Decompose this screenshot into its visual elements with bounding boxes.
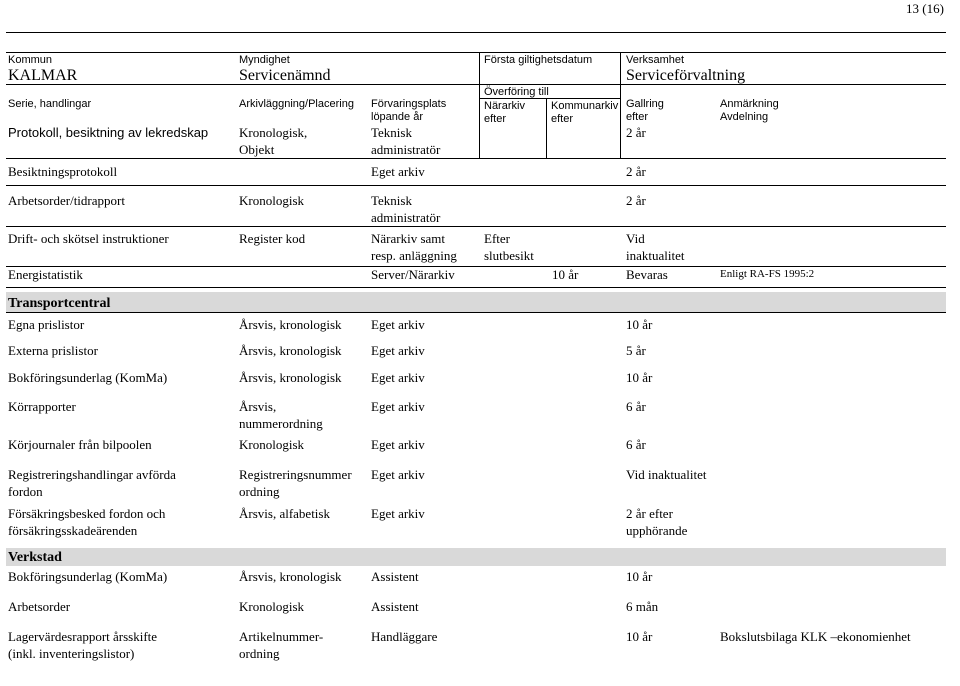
list-item-forvaring: Eget arkiv (371, 370, 425, 385)
row-rule-2 (6, 185, 946, 186)
serie-label: Serie, handlingar (8, 98, 92, 110)
list-item-gallring: 6 mån (626, 599, 659, 614)
nararkiv-label: Närarkiv efter (484, 100, 525, 125)
list-item-arkiv: Årsvis, kronologisk (239, 370, 342, 385)
kommunarkiv-label: Kommunarkiv efter (551, 100, 619, 125)
transport-heading: Transportcentral (8, 296, 111, 311)
list-item-forvaring: Eget arkiv (371, 399, 425, 414)
header-divider-1 (479, 52, 480, 158)
r1-arkiv: Kronologisk, Objekt (239, 125, 308, 157)
list-item-gallring: 6 år (626, 437, 646, 452)
list-item: Körrapporter (8, 399, 76, 414)
list-item: Körjournaler från bilpoolen (8, 437, 152, 452)
list-item-arkiv: Kronologisk (239, 599, 304, 614)
row-rule-1 (6, 158, 946, 159)
header-divider-3 (546, 98, 547, 158)
list-item-forvaring: Eget arkiv (371, 467, 425, 482)
list-item-arkiv: Årsvis, kronologisk (239, 569, 342, 584)
list-item: Bokföringsunderlag (KomMa) (8, 569, 168, 584)
list-item: Egna prislistor (8, 317, 85, 332)
r2-gallring: 2 år (626, 164, 646, 179)
list-item-gallring: 2 år efter upphörande (626, 506, 688, 538)
list-item-arkiv: Artikelnummer-ordning (239, 629, 324, 661)
header-rule-top (6, 52, 946, 53)
r2-forvaring: Eget arkiv (371, 164, 425, 179)
row-rule-5 (6, 287, 946, 288)
r4-gallring: Vid inaktualitet (626, 231, 685, 263)
list-item-forvaring: Assistent (371, 599, 419, 614)
myndighet-label: Myndighet (239, 54, 290, 66)
verksamhet-label: Verksamhet (626, 54, 685, 66)
transport-rule (6, 312, 946, 313)
list-item-gallring: 10 år (626, 370, 653, 385)
r4-forvaring: Närarkiv samt resp. anläggning (371, 231, 457, 263)
kommun-value: KALMAR (8, 67, 78, 84)
list-item-arkiv: Årsvis, alfabetisk (239, 506, 330, 521)
list-item: Registreringshandlingar avförda fordon (8, 467, 176, 499)
r5-forvaring: Server/Närarkiv (371, 267, 455, 282)
r3-forvaring: Teknisk administratör (371, 193, 441, 225)
anmarkning-label: Anmärkning Avdelning (720, 98, 779, 123)
forvaring-label: Förvaringsplats löpande år (371, 98, 447, 123)
r1-serie: Protokoll, besiktning av lekredskap (8, 125, 209, 140)
list-item-forvaring: Handläggare (371, 629, 438, 644)
list-item-arkiv: Årsvis, nummerordning (239, 399, 323, 431)
list-item-gallring: 10 år (626, 629, 653, 644)
list-item: Arbetsorder (8, 599, 71, 614)
kommun-label: Kommun (8, 54, 53, 66)
header-divider-2 (620, 52, 621, 158)
verkstad-band (6, 548, 946, 566)
list-item: Bokföringsunderlag (KomMa) (8, 370, 168, 385)
row-rule-4 (6, 266, 946, 267)
list-item-gallring: Vid inaktualitet (626, 467, 707, 482)
page-number: 13 (16) (906, 1, 944, 16)
list-item-anmarkning: Bokslutsbilaga KLK –ekonomienhet (720, 629, 911, 644)
list-item-arkiv: Registreringsnummer ordning (239, 467, 352, 499)
gallring-label: Gallring efter (626, 98, 664, 123)
transport-band (6, 292, 946, 312)
verksamhet-value: Serviceförvaltning (626, 67, 746, 84)
list-item-gallring: 10 år (626, 317, 653, 332)
list-item-forvaring: Eget arkiv (371, 317, 425, 332)
list-item-forvaring: Eget arkiv (371, 437, 425, 452)
list-item-gallring: 6 år (626, 399, 646, 414)
r1-gallring: 2 år (626, 125, 646, 140)
arkiv-label: Arkivläggning/Placering (239, 98, 354, 110)
list-item-gallring: 5 år (626, 343, 646, 358)
r5-gallring: Bevaras (626, 267, 668, 282)
top-rule (6, 32, 946, 33)
list-item-forvaring: Eget arkiv (371, 506, 425, 521)
r5-kommunarkiv: 10 år (552, 267, 579, 282)
list-item: Externa prislistor (8, 343, 98, 358)
header-rule-mid (6, 84, 946, 85)
r5-serie: Energistatistik (8, 267, 83, 282)
list-item-forvaring: Eget arkiv (371, 343, 425, 358)
list-item-gallring: 10 år (626, 569, 653, 584)
overforing-label: Överföring till (484, 86, 549, 98)
r4-serie: Drift- och skötsel instruktioner (8, 231, 169, 246)
forsta-label: Första giltighetsdatum (484, 54, 593, 66)
r5-anmarkning: Enligt RA-FS 1995:2 (720, 268, 815, 280)
r3-gallring: 2 år (626, 193, 646, 208)
r2-serie: Besiktningsprotokoll (8, 164, 118, 179)
r3-arkiv: Kronologisk (239, 193, 304, 208)
list-item-arkiv: Årsvis, kronologisk (239, 343, 342, 358)
r4-nararkiv: Efter slutbesikt (484, 231, 534, 263)
list-item-forvaring: Assistent (371, 569, 419, 584)
myndighet-value: Servicenämnd (239, 67, 331, 84)
r4-arkiv: Register kod (239, 231, 306, 246)
r3-serie: Arbetsorder/tidrapport (8, 193, 125, 208)
r1-forvaring: Teknisk administratör (371, 125, 441, 157)
list-item: Lagervärdesrapport årsskifte (inkl. inventeringslistor) (8, 629, 158, 661)
row-rule-3 (6, 226, 946, 227)
list-item: Försäkringsbesked fordon och försäkringsskadeärenden (8, 506, 166, 538)
verkstad-heading: Verkstad (8, 550, 62, 565)
list-item-arkiv: Årsvis, kronologisk (239, 317, 342, 332)
list-item-arkiv: Kronologisk (239, 437, 304, 452)
